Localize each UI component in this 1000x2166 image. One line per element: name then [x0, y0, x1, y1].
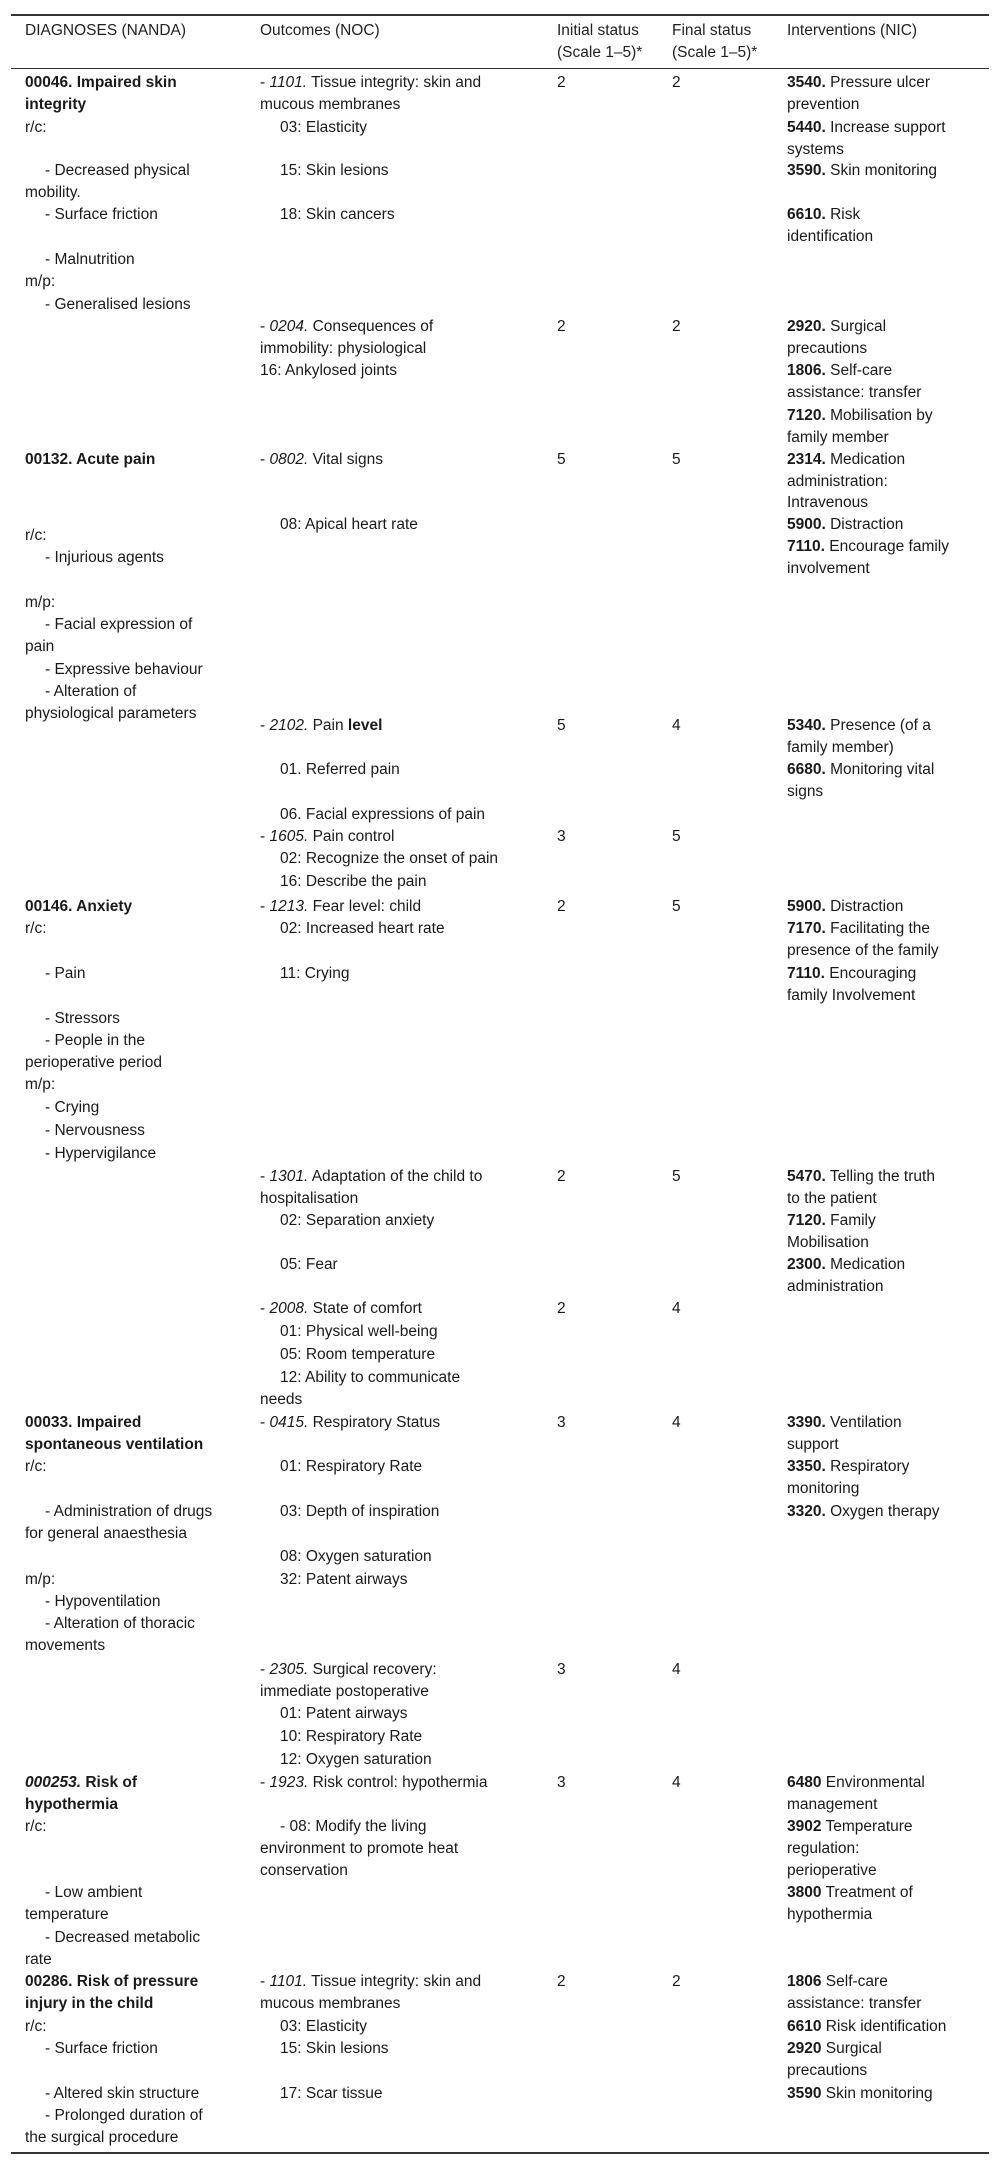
intervention: 2920 Surgical [787, 2040, 882, 2057]
intervention: 2300. Medication [787, 1256, 906, 1273]
manifestation: - Hypervigilance [45, 1145, 157, 1162]
intervention-cont: systems [787, 141, 844, 158]
outcome-indicator: 05: Fear [280, 1256, 338, 1273]
intervention: 7120. Family [787, 1212, 876, 1229]
initial-status-value: 3 [557, 1661, 566, 1678]
intervention: 6480 Environmental [787, 1774, 925, 1791]
manifestation-cont: movements [25, 1637, 106, 1654]
outcome-indicator: 18: Skin cancers [280, 206, 395, 223]
outcome-title: - 1605. Pain control [260, 828, 395, 845]
outcome-indicator: 32: Patent airways [280, 1571, 408, 1588]
related-factor: - Pain [45, 965, 86, 982]
outcome-indicator: 03: Depth of inspiration [280, 1503, 440, 1520]
outcome-title-cont: mucous membranes [260, 96, 401, 113]
diagnosis-title-cont: spontaneous ventilation [25, 1436, 204, 1453]
intervention-cont: presence of the family [787, 942, 939, 959]
outcome-indicator: - 08: Modify the living [280, 1818, 427, 1835]
related-to-label: r/c: [25, 1818, 47, 1835]
intervention: 3590 Skin monitoring [787, 2085, 933, 2102]
intervention: 7110. Encourage family [787, 538, 950, 555]
related-factor-cont: perioperative period [25, 1054, 163, 1071]
outcome-indicator: 01: Patent airways [280, 1705, 408, 1722]
outcome-indicator: 01: Respiratory Rate [280, 1458, 423, 1475]
final-status-value: 4 [672, 1661, 681, 1678]
outcome-title-cont: immobility: physiological [260, 340, 427, 357]
intervention: 7110. Encouraging [787, 965, 917, 982]
outcome-indicator-cont: environment to promote heat [260, 1840, 459, 1857]
related-to-label: r/c: [25, 527, 47, 544]
related-factor: - Surface friction [45, 2040, 158, 2057]
diagnosis-title: 000253. Risk of [25, 1774, 138, 1791]
outcome-indicator: 02: Increased heart rate [280, 920, 445, 937]
intervention-cont: monitoring [787, 1480, 860, 1497]
initial-status-value: 2 [557, 1300, 566, 1317]
intervention-cont: involvement [787, 560, 870, 577]
related-factor: - Prolonged duration of [45, 2107, 203, 2124]
outcome-indicator: 08: Apical heart rate [280, 516, 418, 533]
outcome-title-cont: immediate postoperative [260, 1683, 429, 1700]
final-status-value: 5 [672, 1168, 681, 1185]
outcome-title: - 1101. Tissue integrity: skin and [260, 1973, 482, 1990]
outcome-indicator: 01: Physical well-being [280, 1323, 438, 1340]
diagnosis-title: 00046. Impaired skin [25, 74, 177, 91]
initial-status-value: 2 [557, 318, 566, 335]
related-factor: - Malnutrition [45, 251, 135, 268]
intervention-cont: Mobilisation [787, 1234, 869, 1251]
outcome-title: - 0204. Consequences of [260, 318, 434, 335]
manifestation: - Alteration of [45, 683, 137, 700]
intervention: 5900. Distraction [787, 898, 904, 915]
intervention-cont: signs [787, 783, 824, 800]
related-factor: - Surface friction [45, 206, 158, 223]
initial-status-value: 2 [557, 898, 566, 915]
intervention: 6680. Monitoring vital [787, 761, 935, 778]
outcome-indicator: 11: Crying [280, 965, 350, 982]
diagnosis-title: 00286. Risk of pressure [25, 1973, 199, 1990]
outcome-indicator-cont: conservation [260, 1862, 348, 1879]
manifested-by-label: m/p: [25, 1076, 56, 1093]
initial-status-value: 5 [557, 451, 566, 468]
final-status-value: 4 [672, 1414, 681, 1431]
outcome-title: - 1923. Risk control: hypothermia [260, 1774, 488, 1791]
initial-status-value: 3 [557, 828, 566, 845]
outcome-indicator: 16: Ankylosed joints [260, 362, 398, 379]
related-factor-cont: mobility. [25, 184, 81, 201]
related-factor: - Injurious agents [45, 549, 164, 566]
diagnosis-title: 00132. Acute pain [25, 451, 156, 468]
manifestation: - Nervousness [45, 1122, 145, 1139]
related-to-label: r/c: [25, 1458, 47, 1475]
manifested-by-label: m/p: [25, 594, 56, 611]
related-factor: - Altered skin structure [45, 2085, 200, 2102]
intervention: 2314. Medication [787, 451, 906, 468]
intervention-cont: regulation: [787, 1840, 860, 1857]
intervention-cont: administration: [787, 473, 888, 490]
related-factor: - Stressors [45, 1010, 120, 1027]
final-status-value: 2 [672, 318, 681, 335]
intervention-cont: precautions [787, 2062, 868, 2079]
related-factor: - Low ambient [45, 1884, 143, 1901]
intervention: 3800 Treatment of [787, 1884, 913, 1901]
manifestation-cont: pain [25, 638, 55, 655]
outcome-title: - 2102. Pain level [260, 717, 383, 734]
outcome-indicator: 03: Elasticity [280, 2018, 368, 2035]
outcome-title-cont: hospitalisation [260, 1190, 359, 1207]
intervention-cont: Intravenous [787, 494, 868, 511]
intervention-cont: family member) [787, 739, 894, 756]
initial-status-value: 3 [557, 1774, 566, 1791]
header-final-scale: (Scale 1–5)* [672, 44, 758, 61]
outcome-indicator: 16: Describe the pain [280, 873, 427, 890]
final-status-value: 5 [672, 451, 681, 468]
header-final-status: Final status [672, 22, 752, 39]
related-factor-cont: temperature [25, 1906, 109, 1923]
diagnosis-title-cont: integrity [25, 96, 87, 113]
intervention-cont: administration [787, 1278, 884, 1295]
initial-status-value: 2 [557, 1973, 566, 1990]
final-status-value: 5 [672, 828, 681, 845]
intervention-cont: assistance: transfer [787, 1995, 922, 2012]
intervention: 3590. Skin monitoring [787, 162, 937, 179]
intervention: 2920. Surgical [787, 318, 887, 335]
outcome-indicator: 12: Oxygen saturation [280, 1751, 432, 1768]
header-rule [11, 68, 989, 69]
intervention: 7170. Facilitating the [787, 920, 931, 937]
outcome-indicator: 05: Room temperature [280, 1346, 436, 1363]
outcome-indicator: 12: Ability to communicate [280, 1369, 461, 1386]
table-top-rule [11, 14, 989, 16]
intervention: 3350. Respiratory [787, 1458, 910, 1475]
outcome-title: - 2305. Surgical recovery: [260, 1661, 437, 1678]
related-factor-cont: for general anaesthesia [25, 1525, 188, 1542]
intervention-cont: family member [787, 429, 889, 446]
final-status-value: 4 [672, 1774, 681, 1791]
outcome-title-cont: mucous membranes [260, 1995, 401, 2012]
related-factor: - Decreased physical [45, 162, 190, 179]
intervention-cont: assistance: transfer [787, 384, 922, 401]
intervention: 5900. Distraction [787, 516, 904, 533]
diagnosis-title: 00033. Impaired [25, 1414, 142, 1431]
intervention-cont: precautions [787, 340, 868, 357]
outcome-indicator: 06. Facial expressions of pain [280, 806, 486, 823]
intervention-cont: perioperative [787, 1862, 877, 1879]
header-diagnoses: DIAGNOSES (NANDA) [25, 22, 187, 39]
outcome-title: - 0802. Vital signs [260, 451, 383, 468]
outcome-indicator-cont: needs [260, 1391, 303, 1408]
outcome-title: - 2008. State of comfort [260, 1300, 422, 1317]
intervention: 3390. Ventilation [787, 1414, 902, 1431]
intervention-cont: hypothermia [787, 1906, 873, 1923]
intervention: 5440. Increase support [787, 119, 946, 136]
outcome-title: - 1301. Adaptation of the child to [260, 1168, 483, 1185]
intervention: 3540. Pressure ulcer [787, 74, 931, 91]
related-to-label: r/c: [25, 119, 47, 136]
table-bottom-rule [11, 2152, 989, 2154]
related-factor: - Decreased metabolic [45, 1929, 201, 1946]
intervention-cont: prevention [787, 96, 860, 113]
intervention: 5470. Telling the truth [787, 1168, 935, 1185]
outcome-indicator: 10: Respiratory Rate [280, 1728, 423, 1745]
intervention: 7120. Mobilisation by [787, 407, 933, 424]
intervention-cont: management [787, 1796, 878, 1813]
initial-status-value: 2 [557, 1168, 566, 1185]
outcome-title: - 1101. Tissue integrity: skin and [260, 74, 482, 91]
intervention-cont: family Involvement [787, 987, 916, 1004]
outcome-indicator: 08: Oxygen saturation [280, 1548, 432, 1565]
intervention: 3902 Temperature [787, 1818, 913, 1835]
outcome-indicator: 03: Elasticity [280, 119, 368, 136]
intervention: 5340. Presence (of a [787, 717, 931, 734]
outcome-indicator: 17: Scar tissue [280, 2085, 383, 2102]
intervention: 6610 Risk identification [787, 2018, 947, 2035]
manifested-by-label: m/p: [25, 273, 56, 290]
manifestation: - Expressive behaviour [45, 661, 203, 678]
header-outcomes: Outcomes (NOC) [260, 22, 380, 39]
outcome-indicator: 02: Separation anxiety [280, 1212, 435, 1229]
outcome-indicator: 01. Referred pain [280, 761, 400, 778]
intervention-cont: identification [787, 228, 874, 245]
manifestation: - Crying [45, 1099, 100, 1116]
manifestation: - Generalised lesions [45, 296, 191, 313]
intervention: 1806 Self-care [787, 1973, 888, 1990]
final-status-value: 2 [672, 1973, 681, 1990]
final-status-value: 4 [672, 717, 681, 734]
header-initial-status: Initial status [557, 22, 639, 39]
final-status-value: 5 [672, 898, 681, 915]
initial-status-value: 3 [557, 1414, 566, 1431]
outcome-indicator: 15: Skin lesions [280, 2040, 389, 2057]
initial-status-value: 2 [557, 74, 566, 91]
intervention-cont: support [787, 1436, 839, 1453]
intervention: 6610. Risk [787, 206, 861, 223]
outcome-indicator: 02: Recognize the onset of pain [280, 850, 499, 867]
outcome-indicator: 15: Skin lesions [280, 162, 389, 179]
manifestation: - Alteration of thoracic [45, 1615, 195, 1632]
diagnosis-title-cont: hypothermia [25, 1796, 119, 1813]
intervention: 3320. Oxygen therapy [787, 1503, 940, 1520]
header-initial-scale: (Scale 1–5)* [557, 44, 643, 61]
final-status-value: 2 [672, 74, 681, 91]
related-to-label: r/c: [25, 2018, 47, 2035]
related-factor: - People in the [45, 1032, 145, 1049]
related-factor-cont: rate [25, 1951, 52, 1968]
related-factor: - Administration of drugs [45, 1503, 213, 1520]
intervention-cont: to the patient [787, 1190, 877, 1207]
outcome-title: - 1213. Fear level: child [260, 898, 422, 915]
header-interventions: Interventions (NIC) [787, 22, 918, 39]
outcome-title: - 0415. Respiratory Status [260, 1414, 441, 1431]
intervention: 1806. Self-care [787, 362, 893, 379]
manifested-by-label: m/p: [25, 1571, 56, 1588]
diagnosis-title-cont: injury in the child [25, 1995, 154, 2012]
manifestation: - Facial expression of [45, 616, 193, 633]
related-factor-cont: the surgical procedure [25, 2129, 179, 2146]
final-status-value: 4 [672, 1300, 681, 1317]
manifestation: - Hypoventilation [45, 1593, 161, 1610]
diagnosis-title: 00146. Anxiety [25, 898, 133, 915]
related-to-label: r/c: [25, 920, 47, 937]
manifestation-cont: physiological parameters [25, 705, 197, 722]
initial-status-value: 5 [557, 717, 566, 734]
